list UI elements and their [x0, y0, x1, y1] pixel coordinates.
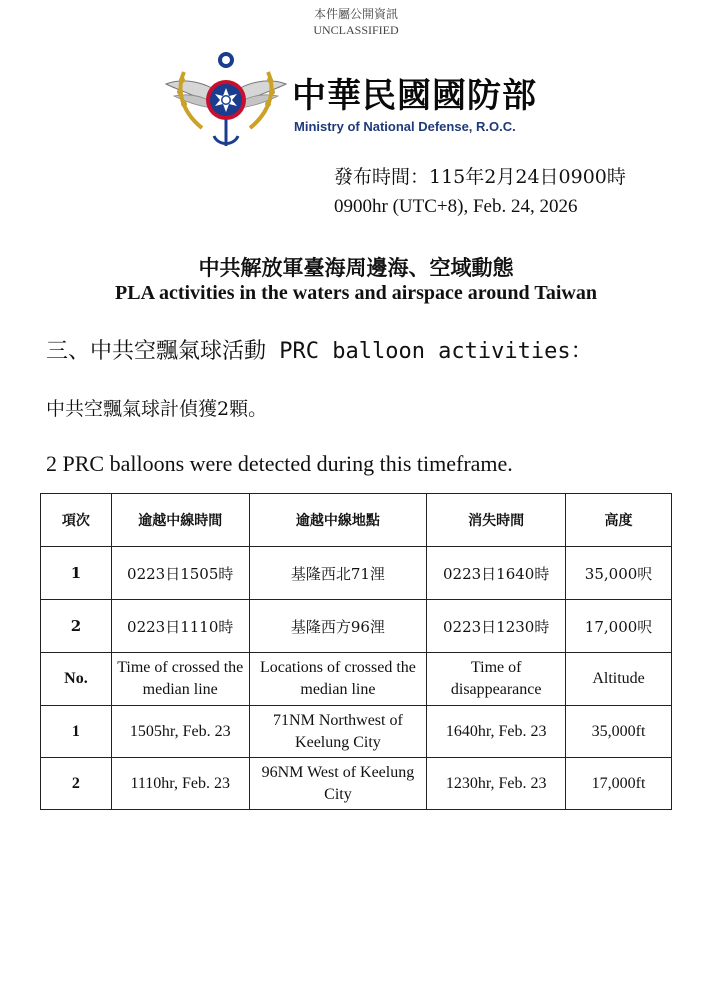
release-time-zh: 發布時間：115年2月24日0900時 — [334, 166, 626, 188]
release-time — [334, 162, 626, 222]
table-cell: 2 — [41, 758, 112, 810]
header-cell: 高度 — [566, 494, 672, 547]
table-cell: 2 — [41, 600, 112, 653]
classification-en: UNCLASSIFIED — [313, 23, 399, 37]
table-row — [41, 706, 672, 758]
table-cell: 基隆西北71浬 — [249, 547, 427, 600]
table-cell: 1 — [41, 706, 112, 758]
header-cell: 逾越中線時間 — [111, 494, 249, 547]
balloon-table — [40, 493, 672, 810]
title-en: PLA activities in the waters and airspace around Taiwan — [115, 282, 597, 304]
release-time-en: 0900hr (UTC+8), Feb. 24, 2026 — [334, 196, 578, 217]
classification-zh: 本件屬公開資訊 — [313, 7, 398, 21]
header-cell: 逾越中線地點 — [249, 494, 427, 547]
header-cell: Locations of crossed the median line — [249, 653, 427, 706]
table-cell: 17,000ft — [566, 758, 672, 810]
table-cell: 1110hr, Feb. 23 — [111, 758, 249, 810]
mnd-emblem-icon — [162, 50, 290, 154]
table-cell: 17,000呎 — [566, 600, 672, 653]
table-header-zh — [41, 494, 672, 547]
org-name-en: Ministry of National Defense, R.O.C. — [294, 119, 516, 134]
table-cell: 96NM West of Keelung City — [249, 758, 427, 810]
table-cell: 0223日1505時 — [111, 547, 249, 600]
table-cell: 0223日1230時 — [427, 600, 566, 653]
table-row — [41, 600, 672, 653]
table-cell: 71NM Northwest of Keelung City — [249, 706, 427, 758]
table-header-en — [41, 653, 672, 706]
header-cell: 消失時間 — [427, 494, 566, 547]
table-cell: 0223日1110時 — [111, 600, 249, 653]
header-cell: No. — [41, 653, 112, 706]
table-cell: 35,000ft — [566, 706, 672, 758]
table-row — [41, 758, 672, 810]
header-cell: Altitude — [566, 653, 672, 706]
title-zh: 中共解放軍臺海周邊海、空域動態 — [198, 256, 514, 280]
detection-summary-en: 2 PRC balloons were detected during this timeframe. — [46, 451, 513, 476]
table-cell: 1230hr, Feb. 23 — [427, 758, 566, 810]
table-cell: 0223日1640時 — [427, 547, 566, 600]
table-cell: 1505hr, Feb. 23 — [111, 706, 249, 758]
section-heading: 三、中共空飄氣球活動 PRC balloon activities： — [46, 339, 593, 364]
table-cell: 1 — [41, 547, 112, 600]
table-cell: 基隆西方96浬 — [249, 600, 427, 653]
table-row — [41, 547, 672, 600]
table-cell: 1640hr, Feb. 23 — [427, 706, 566, 758]
header-cell: Time of disappearance — [427, 653, 566, 706]
classification-header — [0, 6, 712, 38]
header-cell: Time of crossed the median line — [111, 653, 249, 706]
header-cell: 項次 — [41, 494, 112, 547]
detection-summary-zh: 中共空飄氣球計偵獲2顆。 — [46, 398, 268, 420]
table-cell: 35,000呎 — [566, 547, 672, 600]
org-name-zh: 中華民國國防部 — [292, 76, 537, 116]
